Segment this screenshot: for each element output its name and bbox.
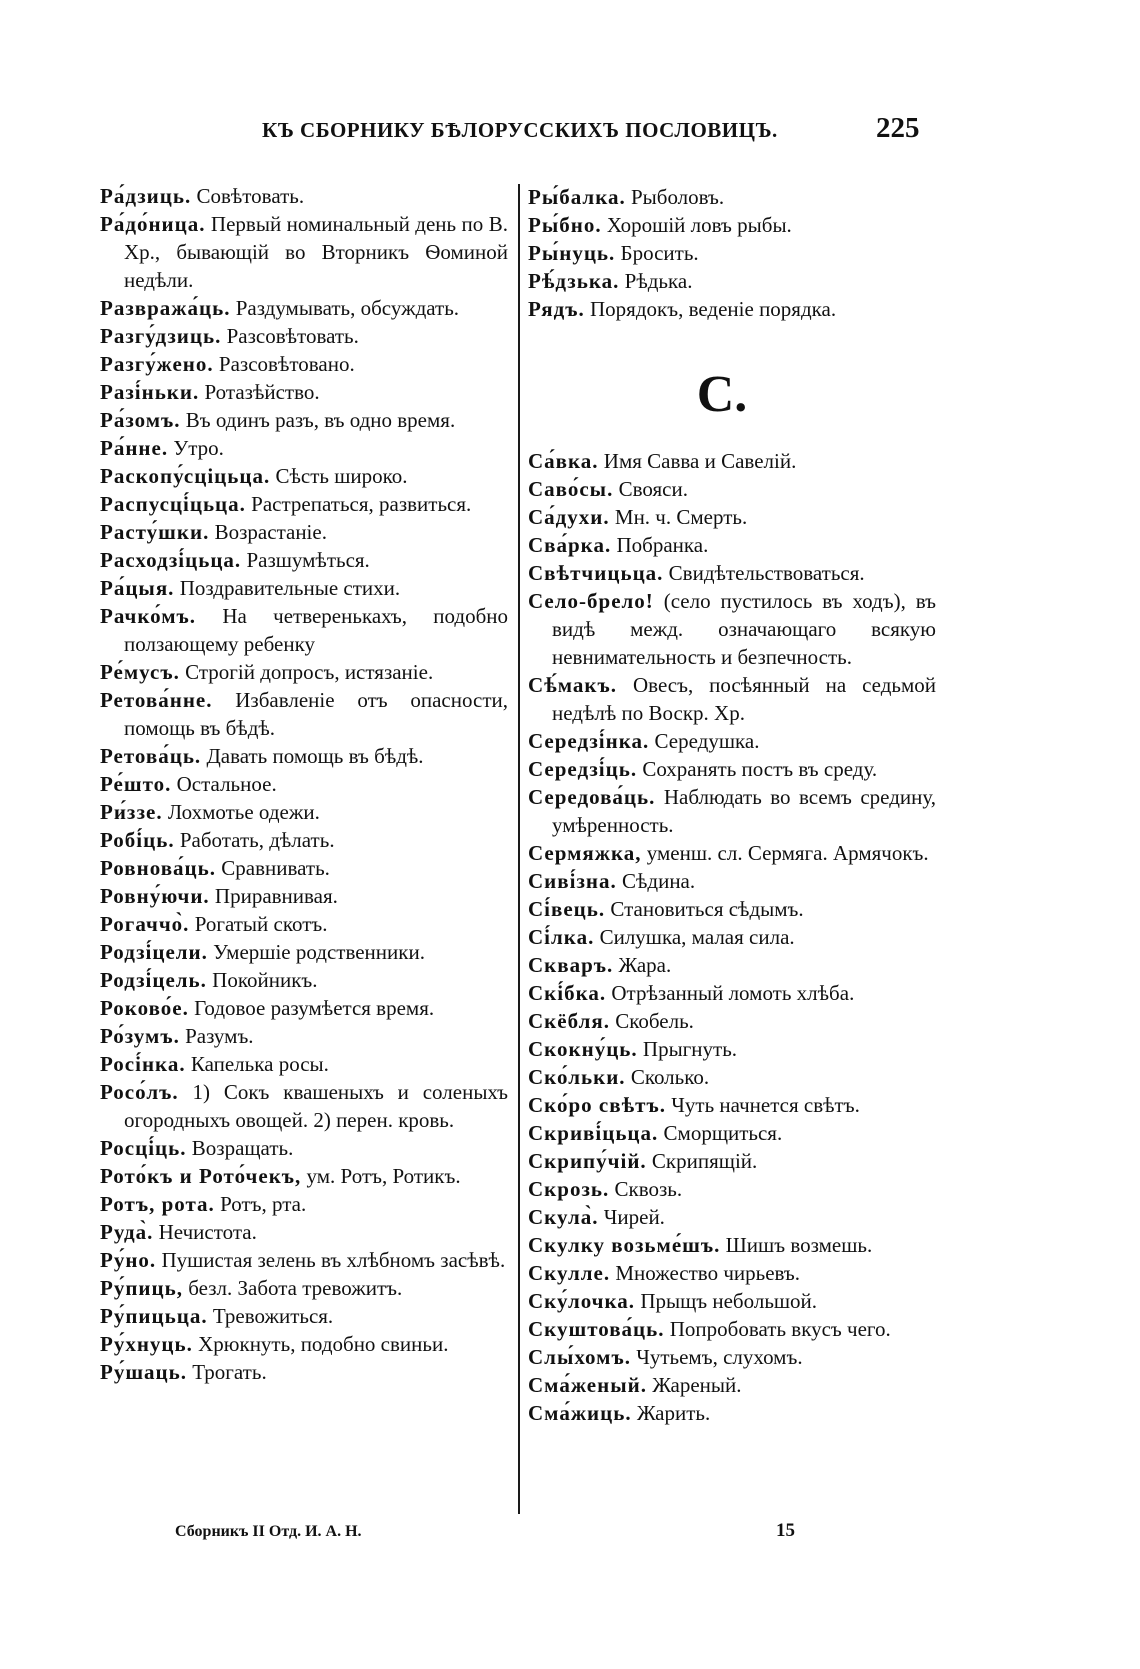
dictionary-entry bbox=[528, 503, 936, 531]
dictionary-entry bbox=[528, 1035, 936, 1063]
headword: Ру́хнуць. bbox=[100, 1332, 193, 1356]
definition: Скрипящій. bbox=[646, 1149, 758, 1173]
headword: Ру́пицьца. bbox=[100, 1304, 208, 1328]
definition: Сколько. bbox=[625, 1065, 710, 1089]
headword: Ретова́ць. bbox=[100, 744, 202, 768]
dictionary-entry bbox=[528, 447, 936, 475]
dictionary-entry bbox=[100, 910, 508, 938]
headword: Раскопу́сціцьца. bbox=[100, 464, 271, 488]
definition: Совѣтовать. bbox=[191, 184, 305, 208]
definition: Скобель. bbox=[609, 1009, 694, 1033]
definition: Нечистота. bbox=[153, 1220, 257, 1244]
headword: Скуштова́ць. bbox=[528, 1317, 665, 1341]
definition: Остальное. bbox=[171, 772, 277, 796]
dictionary-entry bbox=[100, 1302, 508, 1330]
definition: Растрепаться, развиться. bbox=[245, 492, 472, 516]
left-column bbox=[100, 182, 508, 1386]
sheet-number: 15 bbox=[776, 1520, 795, 1541]
dictionary-entry bbox=[100, 882, 508, 910]
dictionary-entry bbox=[100, 854, 508, 882]
dictionary-entry bbox=[528, 783, 936, 839]
dictionary-entry bbox=[528, 531, 936, 559]
headword: Сі́вець. bbox=[528, 897, 606, 921]
definition: безл. Забота тревожитъ. bbox=[182, 1276, 403, 1300]
headword: Сма́женый. bbox=[528, 1373, 647, 1397]
dictionary-entry bbox=[528, 1231, 936, 1259]
definition: Бросить. bbox=[615, 241, 699, 265]
headword: Разгу́жено. bbox=[100, 352, 214, 376]
headword: Ры́балка. bbox=[528, 185, 626, 209]
headword: Рото́къ и Рото́чекъ, bbox=[100, 1164, 302, 1188]
dictionary-entry bbox=[528, 1315, 936, 1343]
headword: Сѣ́макъ. bbox=[528, 673, 618, 697]
definition: Овесъ, посѣянный на седьмой недѣлѣ по Воскр. Хр. bbox=[552, 673, 936, 725]
dictionary-entry bbox=[100, 994, 508, 1022]
headword: Скваръ. bbox=[528, 953, 614, 977]
dictionary-entry bbox=[100, 406, 508, 434]
definition: Множество чирьевъ. bbox=[610, 1261, 801, 1285]
definition: 1) Сокъ квашеныхъ и соленыхъ огородныхъ овощей. 2) перен. кровь. bbox=[124, 1080, 508, 1132]
headword: Ровну́ючи. bbox=[100, 884, 210, 908]
headword: Руда̀. bbox=[100, 1220, 154, 1244]
definition: Отрѣзанный ломоть хлѣба. bbox=[606, 981, 855, 1005]
headword: Ру́пиць, bbox=[100, 1276, 183, 1300]
definition: Работать, дѣлать. bbox=[174, 828, 335, 852]
running-head: КЪ СБОРНИКУ БѢЛОРУССКИХЪ ПОСЛОВИЦЪ. bbox=[262, 118, 778, 142]
definition: Утро. bbox=[168, 436, 224, 460]
definition: Чирей. bbox=[598, 1205, 665, 1229]
definition: Трогать. bbox=[187, 1360, 267, 1384]
dictionary-entry bbox=[100, 1358, 508, 1386]
dictionary-entry bbox=[100, 462, 508, 490]
dictionary-entry bbox=[528, 1091, 936, 1119]
headword: Ра́дзиць. bbox=[100, 184, 192, 208]
headword: Ре́мусъ. bbox=[100, 660, 180, 684]
headword: Скёбля. bbox=[528, 1009, 610, 1033]
definition: ум. Ротъ, Ротикъ. bbox=[301, 1164, 461, 1188]
headword: Росці́ць. bbox=[100, 1136, 187, 1160]
dictionary-entry bbox=[528, 1343, 936, 1371]
dictionary-entry bbox=[100, 1330, 508, 1358]
definition: Капелька росы. bbox=[185, 1052, 329, 1076]
headword: Ру́шаць. bbox=[100, 1360, 188, 1384]
headword: Скрозь. bbox=[528, 1177, 610, 1201]
headword: Са́вка. bbox=[528, 449, 599, 473]
headword: Ротъ, рота. bbox=[100, 1192, 215, 1216]
definition: Становиться сѣдымъ. bbox=[605, 897, 804, 921]
definition: Прыщъ небольшой. bbox=[635, 1289, 818, 1313]
definition: Умершіе родственники. bbox=[207, 940, 425, 964]
definition: Хрюкнуть, подобно свиньи. bbox=[192, 1332, 449, 1356]
definition: Чуть начнется свѣтъ. bbox=[666, 1093, 860, 1117]
headword: Развража́ць. bbox=[100, 296, 231, 320]
definition: (село пустилось въ ходъ), въ видѣ межд. означающаго всякую невнимательность и безпечность. bbox=[552, 589, 936, 669]
definition: Разсовѣтовать. bbox=[221, 324, 359, 348]
definition: Силушка, малая сила. bbox=[594, 925, 795, 949]
dictionary-entry bbox=[100, 1134, 508, 1162]
dictionary-entry bbox=[528, 1399, 936, 1427]
headword: Середова́ць. bbox=[528, 785, 656, 809]
headword: Середзі́ць. bbox=[528, 757, 638, 781]
headword: Ра́до́ница. bbox=[100, 212, 206, 236]
definition: Жареный. bbox=[646, 1373, 742, 1397]
definition: Покойникъ. bbox=[206, 968, 318, 992]
dictionary-entry bbox=[100, 574, 508, 602]
dictionary-entry bbox=[100, 770, 508, 798]
headword: Ско́ро свѣтъ. bbox=[528, 1093, 666, 1117]
headword: Ри́ззе. bbox=[100, 800, 163, 824]
headword: Свѣтчицьца. bbox=[528, 561, 664, 585]
dictionary-entry bbox=[528, 1119, 936, 1147]
dictionary-entry bbox=[100, 1050, 508, 1078]
dictionary-entry bbox=[100, 742, 508, 770]
headword: Ско́льки. bbox=[528, 1065, 626, 1089]
dictionary-entry bbox=[528, 671, 936, 727]
dictionary-entry bbox=[100, 826, 508, 854]
headword: Са́духи. bbox=[528, 505, 610, 529]
headword: Сі́лка. bbox=[528, 925, 595, 949]
dictionary-entry bbox=[528, 183, 936, 211]
dictionary-entry bbox=[528, 755, 936, 783]
definition: Возращать. bbox=[186, 1136, 294, 1160]
headword: Скрипу́чій. bbox=[528, 1149, 647, 1173]
definition: Въ одинъ разъ, въ одно время. bbox=[180, 408, 456, 432]
dictionary-entry bbox=[100, 1078, 508, 1134]
dictionary-entry bbox=[100, 182, 508, 210]
definition: Порядокъ, веденіе порядка. bbox=[584, 297, 837, 321]
definition: Сѣдина. bbox=[616, 869, 696, 893]
definition: Возрастаніе. bbox=[209, 520, 327, 544]
headword: Росо́лъ. bbox=[100, 1080, 179, 1104]
definition: Разумъ. bbox=[179, 1024, 254, 1048]
dictionary-entry bbox=[100, 602, 508, 658]
definition: Строгій допросъ, истязаніе. bbox=[179, 660, 434, 684]
headword: Ру́но. bbox=[100, 1248, 157, 1272]
dictionary-entry bbox=[528, 239, 936, 267]
definition: Разшумѣться. bbox=[241, 548, 370, 572]
definition: Свидѣтельствоваться. bbox=[663, 561, 865, 585]
definition: Сквозь. bbox=[609, 1177, 683, 1201]
dictionary-entry bbox=[528, 1259, 936, 1287]
dictionary-entry bbox=[528, 1147, 936, 1175]
headword: Саво́сы. bbox=[528, 477, 614, 501]
headword: Ро́зумъ. bbox=[100, 1024, 180, 1048]
headword: Ровнова́ць. bbox=[100, 856, 216, 880]
definition: Ротъ, рта. bbox=[214, 1192, 307, 1216]
dictionary-entry bbox=[100, 1022, 508, 1050]
headword: Рѣ́дзька. bbox=[528, 269, 620, 293]
definition: Хорошій ловъ рыбы. bbox=[601, 213, 792, 237]
column-rule bbox=[518, 184, 520, 1514]
definition: Рыболовъ. bbox=[625, 185, 725, 209]
definition: Разсовѣтовано. bbox=[213, 352, 355, 376]
page-number: 225 bbox=[876, 112, 920, 144]
dictionary-entry bbox=[528, 295, 936, 323]
headword: Рогаччо̀. bbox=[100, 912, 190, 936]
definition: Рогатый скотъ. bbox=[189, 912, 328, 936]
definition: Ротазѣйство. bbox=[199, 380, 320, 404]
dictionary-entry bbox=[528, 475, 936, 503]
headword: Село-брело! bbox=[528, 589, 654, 613]
dictionary-entry bbox=[100, 378, 508, 406]
headword: Скула̀. bbox=[528, 1205, 599, 1229]
dictionary-entry bbox=[528, 1371, 936, 1399]
headword: Ре́што. bbox=[100, 772, 172, 796]
definition: Сравнивать. bbox=[216, 856, 330, 880]
dictionary-entry bbox=[528, 923, 936, 951]
dictionary-entry bbox=[528, 1175, 936, 1203]
definition: Лохмотье одежи. bbox=[162, 800, 320, 824]
definition: Первый номинальный день по В. Хр., бывающій во Вторникъ Ѳоминой недѣли. bbox=[124, 212, 508, 292]
dictionary-entry bbox=[528, 867, 936, 895]
dictionary-entry bbox=[528, 727, 936, 755]
dictionary-entry bbox=[100, 938, 508, 966]
headword: Роково́е. bbox=[100, 996, 189, 1020]
definition: Пушистая зелень въ хлѣбномъ засѣвѣ. bbox=[156, 1248, 506, 1272]
headword: Сва́рка. bbox=[528, 533, 612, 557]
signature-mark: Сборникъ II Отд. И. А. Н. bbox=[175, 1523, 362, 1540]
definition: Шишъ возмешь. bbox=[720, 1233, 873, 1257]
headword: Ску́лочка. bbox=[528, 1289, 636, 1313]
headword: Разі́ньки. bbox=[100, 380, 200, 404]
definition: Сѣсть широко. bbox=[270, 464, 408, 488]
headword: Росі́нка. bbox=[100, 1052, 186, 1076]
definition: Имя Савва и Савелій. bbox=[598, 449, 797, 473]
definition: Сохранять постъ въ среду. bbox=[637, 757, 878, 781]
definition: Рѣдька. bbox=[619, 269, 693, 293]
dictionary-entry bbox=[528, 1063, 936, 1091]
dictionary-entry bbox=[100, 1190, 508, 1218]
headword: Ры́нуць. bbox=[528, 241, 616, 265]
dictionary-entry bbox=[100, 490, 508, 518]
dictionary-entry bbox=[100, 518, 508, 546]
headword: Скулку возьме́шъ. bbox=[528, 1233, 721, 1257]
dictionary-entry bbox=[528, 211, 936, 239]
headword: Ра́нне. bbox=[100, 436, 169, 460]
dictionary-entry bbox=[100, 1274, 508, 1302]
definition: Избавленіе отъ опасности, помощь въ бѣдѣ. bbox=[124, 688, 508, 740]
headword: Скулле. bbox=[528, 1261, 611, 1285]
headword: Распусці́цьца. bbox=[100, 492, 246, 516]
dictionary-entry bbox=[528, 1007, 936, 1035]
headword: Рядъ. bbox=[528, 297, 585, 321]
definition: Наблюдать во всемъ средину, умѣренность. bbox=[552, 785, 936, 837]
dictionary-entry bbox=[100, 1218, 508, 1246]
headword: Скриві́цьца. bbox=[528, 1121, 659, 1145]
dictionary-entry bbox=[528, 1203, 936, 1231]
definition: Мн. ч. Смерть. bbox=[609, 505, 748, 529]
definition: На четверенькахъ, подобно ползающему ребенку bbox=[124, 604, 508, 656]
definition: Сморщиться. bbox=[658, 1121, 783, 1145]
headword: Расходзі́цьца. bbox=[100, 548, 242, 572]
dictionary-entry bbox=[100, 658, 508, 686]
definition: Побранка. bbox=[611, 533, 709, 557]
headword: Родзі́цели. bbox=[100, 940, 208, 964]
dictionary-entry bbox=[100, 686, 508, 742]
dictionary-entry bbox=[100, 1162, 508, 1190]
definition: Тревожиться. bbox=[207, 1304, 334, 1328]
definition: Приравнивая. bbox=[209, 884, 338, 908]
dictionary-entry bbox=[100, 294, 508, 322]
definition: Жара. bbox=[613, 953, 672, 977]
dictionary-entry bbox=[100, 546, 508, 574]
definition: Раздумывать, обсуждать. bbox=[230, 296, 460, 320]
definition: уменш. сл. Сермяга. Армячокъ. bbox=[641, 841, 929, 865]
headword: Ры́бно. bbox=[528, 213, 602, 237]
headword: Разгу́дзиць. bbox=[100, 324, 222, 348]
headword: Скокну́ць. bbox=[528, 1037, 638, 1061]
dictionary-entry bbox=[528, 1287, 936, 1315]
right-column bbox=[528, 183, 936, 1427]
definition: Годовое разумѣется время. bbox=[188, 996, 435, 1020]
headword: Ретова́нне. bbox=[100, 688, 213, 712]
headword: Слы́хомъ. bbox=[528, 1345, 631, 1369]
section-letter-heading: С. bbox=[696, 366, 748, 423]
dictionary-entry bbox=[528, 587, 936, 671]
headword: Рачко́мъ. bbox=[100, 604, 197, 628]
headword: Ра́зомъ. bbox=[100, 408, 181, 432]
headword: Середзі́нка. bbox=[528, 729, 650, 753]
dictionary-entry bbox=[100, 966, 508, 994]
dictionary-entry bbox=[100, 350, 508, 378]
dictionary-entry bbox=[528, 951, 936, 979]
definition: Поздравительные стихи. bbox=[174, 576, 401, 600]
headword: Робі́ць. bbox=[100, 828, 175, 852]
headword: Сиві́зна. bbox=[528, 869, 617, 893]
headword: Ра́цыя. bbox=[100, 576, 175, 600]
dictionary-entry bbox=[100, 434, 508, 462]
definition: Давать помощь въ бѣдѣ. bbox=[201, 744, 424, 768]
headword: Сма́жиць. bbox=[528, 1401, 632, 1425]
definition: Жарить. bbox=[631, 1401, 711, 1425]
headword: Сермяжка, bbox=[528, 841, 642, 865]
definition: Середушка. bbox=[649, 729, 760, 753]
dictionary-entry bbox=[528, 979, 936, 1007]
dictionary-entry bbox=[528, 839, 936, 867]
dictionary-entry bbox=[100, 798, 508, 826]
headword: Родзі́цель. bbox=[100, 968, 207, 992]
definition: Чутьемъ, слухомъ. bbox=[630, 1345, 803, 1369]
dictionary-entry bbox=[100, 1246, 508, 1274]
dictionary-entry bbox=[100, 210, 508, 294]
dictionary-entry bbox=[528, 267, 936, 295]
headword: Скі́бка. bbox=[528, 981, 607, 1005]
dictionary-entry bbox=[528, 895, 936, 923]
definition: Свояси. bbox=[613, 477, 688, 501]
definition: Прыгнуть. bbox=[637, 1037, 738, 1061]
headword: Расту́шки. bbox=[100, 520, 210, 544]
definition: Попробовать вкусъ чего. bbox=[664, 1317, 891, 1341]
dictionary-entry bbox=[528, 559, 936, 587]
dictionary-entry bbox=[100, 322, 508, 350]
